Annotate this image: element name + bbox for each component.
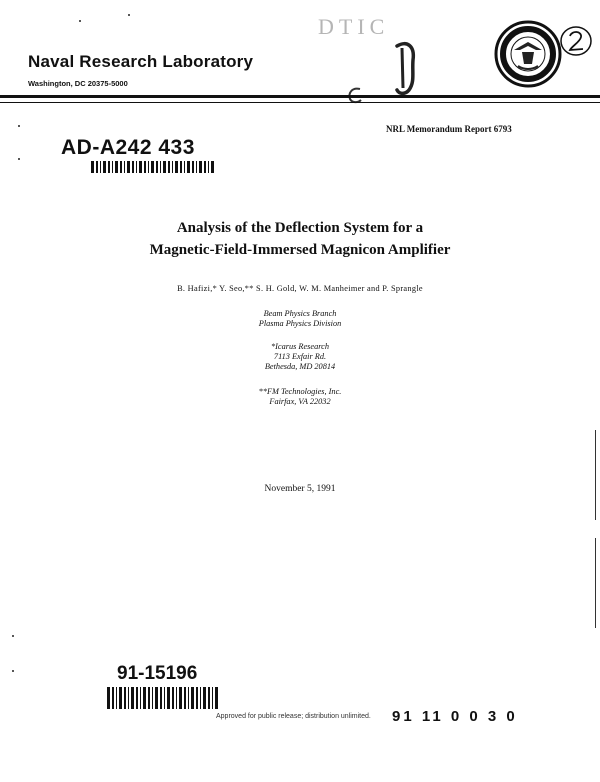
title-line: Analysis of the Deflection System for a: [176, 220, 424, 236]
barcode-bar: [204, 161, 206, 173]
barcode-bar: [176, 687, 177, 709]
affiliation-line: Beam Physics Branch: [263, 309, 337, 318]
barcode-bar: [155, 687, 158, 709]
barcode-bar: [152, 687, 153, 709]
affiliation-line: *Icarus Research: [271, 342, 329, 351]
scan-edge-line: [595, 538, 596, 628]
barcode-bar: [100, 161, 101, 173]
scan-speck: [12, 635, 14, 637]
barcode-bar: [188, 687, 189, 709]
accession-number: 91-15196: [117, 663, 198, 684]
authors: B. Hafizi,* Y. Seo,** S. H. Gold, W. M. Manheimer and P. Sprangle: [177, 284, 423, 293]
barcode-bar: [116, 687, 117, 709]
barcode-bar: [128, 687, 129, 709]
barcode-bar: [175, 161, 178, 173]
barcode-bar: [96, 161, 98, 173]
barcode-bar: [103, 161, 106, 173]
barcode-bar: [148, 687, 150, 709]
barcode-bar: [211, 161, 214, 173]
barcode-bar: [164, 687, 165, 709]
barcode-bar: [192, 161, 194, 173]
affiliation-line: Fairfax, VA 22032: [269, 397, 331, 406]
lab-name: Naval Research Laboratory: [28, 52, 254, 71]
scan-speck: [79, 20, 81, 22]
barcode-bar: [160, 161, 161, 173]
barcode-bar: [179, 687, 182, 709]
navy-seal-icon: [494, 20, 562, 88]
release-statement: Approved for public release; distribution unlimited.: [216, 713, 371, 720]
barcode-bar: [107, 687, 110, 709]
lab-address: Washington, DC 20375-5000: [28, 79, 128, 88]
title-line: Magnetic-Field-Immersed Magnicon Amplifier: [149, 242, 451, 258]
affiliation-fm: [0, 387, 600, 407]
barcode-bar: [91, 161, 94, 173]
barcode-bar: [112, 161, 113, 173]
affiliation-icarus: [0, 342, 600, 372]
scan-speck: [18, 125, 20, 127]
report-number: NRL Memorandum Report 6793: [386, 124, 512, 134]
barcode-bar: [127, 161, 130, 173]
barcode-icon: [91, 161, 215, 173]
header-rule-thin: [0, 102, 600, 103]
barcode-bar: [200, 687, 201, 709]
barcode-bar: [167, 687, 170, 709]
barcode-bar: [196, 687, 198, 709]
barcode-bar: [151, 161, 154, 173]
barcode-bar: [215, 687, 218, 709]
ad-number: AD-A242 433: [61, 136, 195, 159]
barcode-icon: [107, 687, 219, 709]
barcode-bar: [136, 161, 137, 173]
affiliation-line: Plasma Physics Division: [258, 319, 342, 328]
barcode-bar: [120, 161, 122, 173]
barcode-bar: [124, 161, 125, 173]
barcode-bar: [119, 687, 122, 709]
barcode-bar: [124, 687, 126, 709]
handwritten-mark-icon: [393, 38, 419, 98]
barcode-bar: [115, 161, 118, 173]
barcode-bar: [203, 687, 206, 709]
barcode-bar: [212, 687, 213, 709]
barcode-bar: [140, 687, 141, 709]
barcode-bar: [184, 161, 185, 173]
barcode-bar: [132, 161, 134, 173]
document-title: [0, 217, 600, 261]
barcode-bar: [139, 161, 142, 173]
barcode-bar: [187, 161, 190, 173]
circled-two-icon: [559, 24, 593, 58]
barcode-bar: [143, 687, 146, 709]
scan-speck: [12, 670, 14, 672]
barcode-bar: [148, 161, 149, 173]
barcode-bar: [172, 687, 174, 709]
barcode-bar: [163, 161, 166, 173]
barcode-bar: [112, 687, 114, 709]
scan-edge-line: [595, 430, 596, 520]
report-date: November 5, 1991: [264, 484, 336, 494]
barcode-bar: [184, 687, 186, 709]
affiliation-line: Bethesda, MD 20814: [264, 362, 336, 371]
barcode-bar: [196, 161, 197, 173]
barcode-bar: [168, 161, 170, 173]
affiliation-primary: [0, 309, 600, 329]
barcode-bar: [136, 687, 138, 709]
barcode-bar: [191, 687, 194, 709]
affiliation-line: **FM Technologies, Inc.: [258, 387, 342, 396]
scan-speck: [18, 158, 20, 160]
scan-speck: [128, 14, 130, 16]
stamp-numbers: 91 11 0 0 3 0: [392, 708, 518, 725]
barcode-bar: [172, 161, 173, 173]
barcode-bar: [199, 161, 202, 173]
barcode-bar: [108, 161, 110, 173]
affiliation-line: 7113 Exfair Rd.: [273, 352, 327, 361]
barcode-bar: [156, 161, 158, 173]
barcode-bar: [208, 161, 209, 173]
dtic-stamp-text: DTIC: [318, 14, 390, 39]
header-rule-thick: [0, 95, 600, 98]
barcode-bar: [208, 687, 210, 709]
barcode-bar: [180, 161, 182, 173]
barcode-bar: [144, 161, 146, 173]
barcode-bar: [160, 687, 162, 709]
barcode-bar: [131, 687, 134, 709]
